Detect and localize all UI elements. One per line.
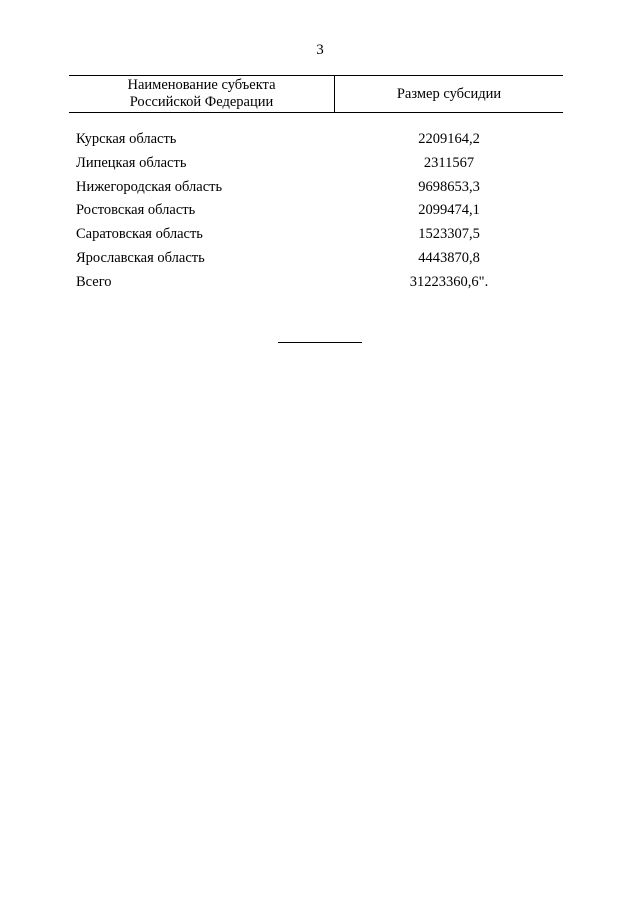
row-region-name: Ростовская область	[76, 202, 196, 219]
table-row-total	[69, 273, 563, 297]
row-subsidy-amount: 2209164,2	[418, 131, 480, 147]
row-subsidy-amount: 4443870,8	[418, 249, 480, 266]
table-row	[69, 178, 563, 202]
row-total-label: Всего	[76, 273, 112, 290]
row-subsidy-amount: 2099474,1	[418, 202, 480, 219]
table-row	[69, 130, 563, 154]
row-region-name: Нижегородская область	[76, 178, 223, 195]
row-region-name: Курская область	[76, 131, 177, 147]
table-body	[69, 130, 563, 297]
row-region-name: Саратовская область	[76, 226, 203, 243]
row-subsidy-amount: 9698653,3	[418, 178, 480, 195]
table-header	[69, 75, 563, 113]
table-row	[69, 154, 563, 178]
row-subsidy-amount: 1523307,5	[418, 226, 480, 243]
header-subject-line2: Российской Федерации	[129, 94, 274, 110]
header-subject-line1: Наименование субъекта	[127, 77, 276, 93]
row-total-amount: 31223360,6".	[409, 273, 489, 290]
header-amount-cell	[335, 76, 563, 112]
row-subsidy-amount: 2311567	[423, 154, 475, 171]
table-row	[69, 249, 563, 273]
header-amount: Размер субсидии	[396, 85, 502, 102]
header-subject-cell	[69, 76, 334, 112]
document-end-separator	[278, 342, 362, 343]
table-row	[69, 201, 563, 225]
row-region-name: Ярославская область	[76, 249, 205, 266]
page-number: 3	[316, 42, 324, 58]
table-row	[69, 225, 563, 249]
row-region-name: Липецкая область	[76, 154, 187, 171]
